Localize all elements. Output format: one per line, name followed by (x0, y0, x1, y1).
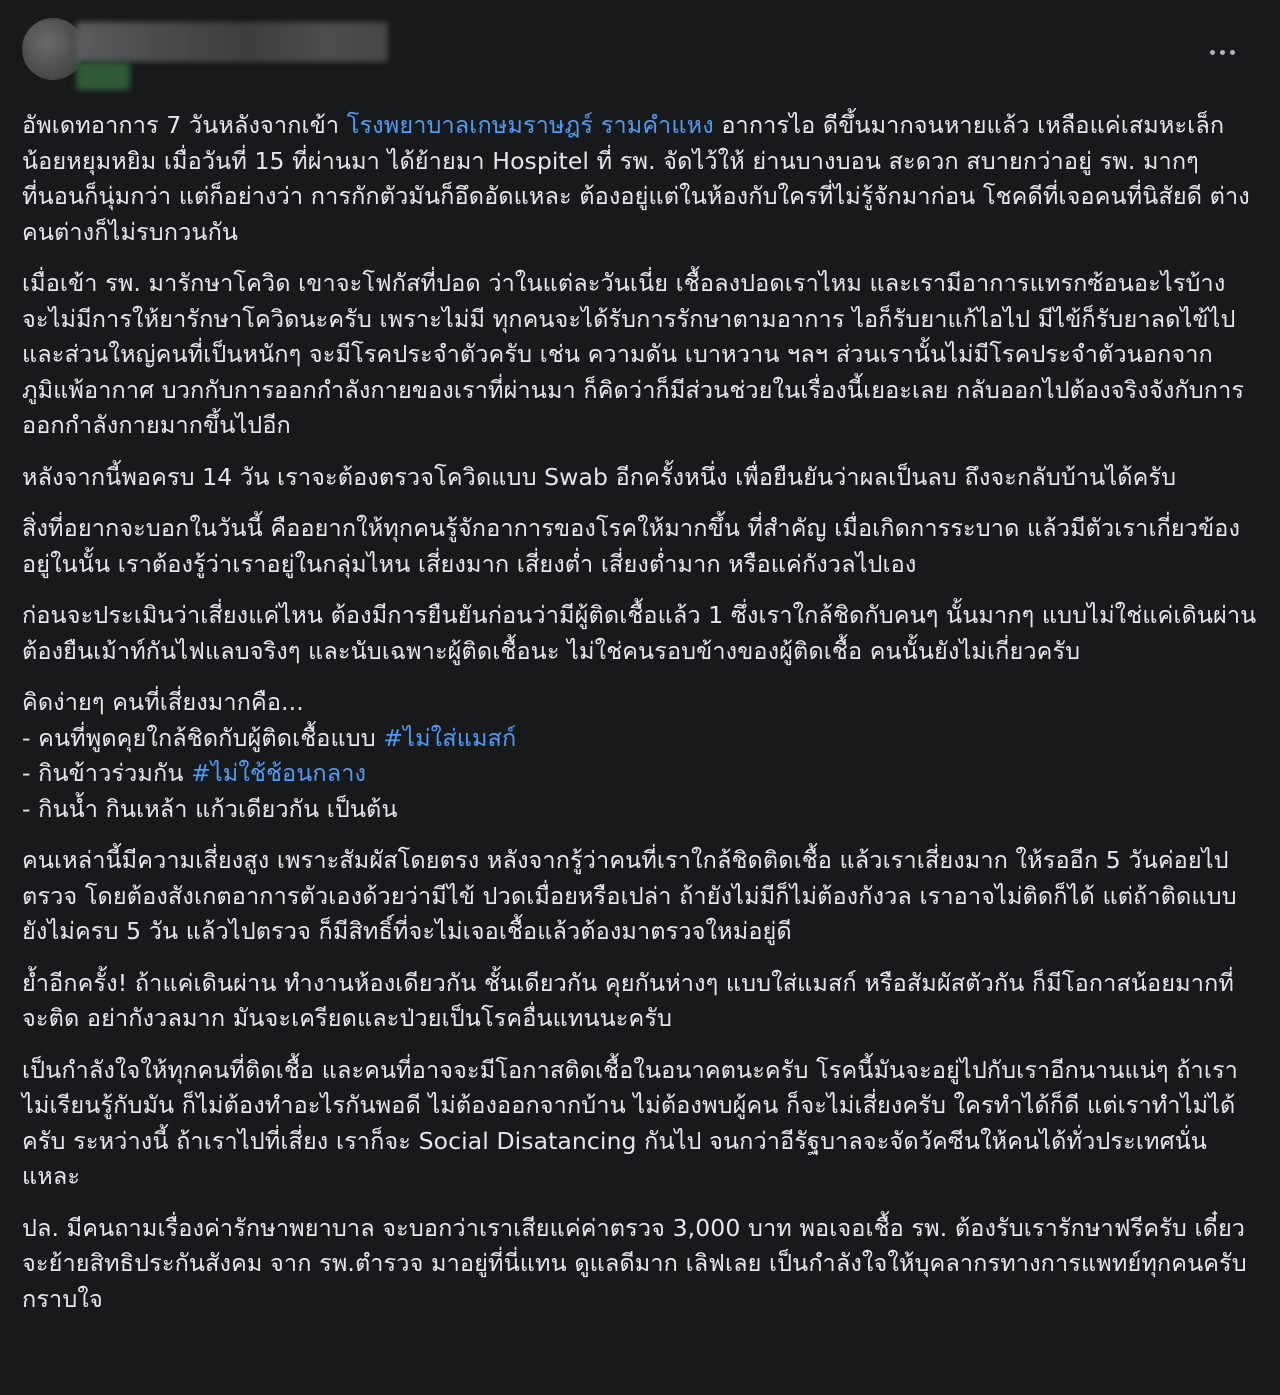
post-meta-redacted (76, 62, 130, 90)
post-paragraph-3: หลังจากนี้พอครบ 14 วัน เราจะต้องตรวจโควิดแบบ Swab อีกครั้งหนึ่ง เพื่อยืนยันว่าผลเป็นลบ ถึงจะกลับบ้านได้ครับ (22, 462, 1177, 491)
author-name-redacted[interactable] (76, 22, 388, 62)
author-avatar[interactable] (22, 18, 84, 80)
post-paragraph-1 (22, 108, 1258, 250)
post-body (22, 108, 1258, 1333)
post-options-button[interactable] (1200, 34, 1244, 70)
paragraph-text: อาการไอ ดีขึ้นมากจนหายแล้ว เหลือแค่เสมหะเล็กน้อยหยุมหยิม เมื่อวันที่ 15 ที่ผ่านมา ได้ย้ายมา Hospitel ที่ รพ. จัดไว้ให้ ย่านบางบอน สะดวก สบายกว่าอยู่ รพ. มากๆ ที่นอนก็นุ่มกว่า แต่ก็อย่างว่า การกักตัวมันก็อึดอัดแหละ ต้องอยู่แต่ในห้องกับใครที่ไม่รู้จักมาก่อน โชคดีที่เจอคนที่นิสัยดี ต่างคนต่างก็ไม่รบกวนกัน (22, 111, 1250, 246)
hashtag-no-mask[interactable]: #ไม่ใส่แมสก์ (383, 723, 517, 752)
post-paragraph-10: ปล. มีคนถามเรื่องค่ารักษาพยาบาล จะบอกว่าเราเสียแค่ค่าตรวจ 3,000 บาท พอเจอเชื้อ รพ. ต้องรับเรารักษาฟรีครับ เดี๋ยวจะย้ายสิทธิประกันสังคม จาก รพ.ตำรวจ มาอยู่ที่นี่แทน ดูแลดีมาก เลิฟเลย เป็นกำลังใจให้บุคลากรทางการแพทย์ทุกคนครับ กราบใจ (22, 1213, 1247, 1313)
risk-item-2: - กินข้าวร่วมกัน (22, 759, 192, 787)
post-paragraph-8: ย้ำอีกครั้ง! ถ้าแค่เดินผ่าน ทำงานห้องเดียวกัน ชั้นเดียวกัน คุยกันห่างๆ แบบใส่แมสก์ หรือสัมผัสตัวกัน ก็มีโอกาสน้อยมากที่จะติด อย่ากังวลมาก มันจะเครียดและป่วยเป็นโรคอื่นแทนนะครับ (22, 968, 1234, 1032)
hospital-link[interactable]: โรงพยาบาลเกษมราษฎร์ รามคำแหง (346, 111, 714, 139)
post-paragraph-7: คนเหล่านี้มีความเสี่ยงสูง เพราะสัมผัสโดยตรง หลังจากรู้ว่าคนที่เราใกล้ชิดติดเชื้อ แล้วเราเสี่ยงมาก ให้รออีก 5 วันค่อยไปตรวจ โดยต้องสังเกตอาการตัวเองด้วยว่ามีไข้ ปวดเมื่อยหรือเปล่า ถ้ายังไม่มีก็ไม่ต้องกังวล เราอาจไม่ติดก็ได้ แต่ถ้าติดแบบยังไม่ครบ 5 วัน แล้วไปตรวจ ก็มีสิทธิ์ที่จะไม่เจอเชื้อแล้วต้องมาตรวจใหม่อยู่ดี (22, 846, 1237, 945)
risk-item-3: - กินน้ำ กินเหล้า แก้วเดียวกัน เป็นต้น (22, 794, 398, 823)
risk-list-intro: คิดง่ายๆ คนที่เสี่ยงมากคือ... (22, 688, 304, 716)
post-paragraph-2: เมื่อเข้า รพ. มารักษาโควิด เขาจะโฟกัสที่ปอด ว่าในแต่ละวันเนี่ย เชื้อลงปอดเราไหม และเรามีอาการแทรกซ้อนอะไรบ้าง จะไม่มีการให้ยารักษาโควิดนะครับ เพราะไม่มี ทุกคนจะได้รับการรักษาตามอาการ ไอก็รับยาแก้ไอไป มีไข้ก็รับยาลดไข้ไป และส่วนใหญ่คนที่เป็นหนักๆ จะมีโรคประจำตัวครับ เช่น ความดัน เบาหวาน ฯลฯ ส่วนเรานั้นไม่มีโรคประจำตัวนอกจากภูมิแพ้อากาศ บวกกับการออกกำลังกายของเราที่ผ่านมา ก็คิดว่าก็มีส่วนช่วยในเรื่องนี้เยอะเลย กลับออกไปต้องจริงจังกับการออกกำลังกายมากขึ้นไปอีก (22, 269, 1245, 439)
post-paragraph-4: สิ่งที่อยากจะบอกในวันนี้ คืออยากให้ทุกคนรู้จักอาการของโรคให้มากขึ้น ที่สำคัญ เมื่อเกิดการระบาด แล้วมีตัวเราเกี่ยวข้องอยู่ในนั้น เราต้องรู้ว่าเราอยู่ในกลุ่มไหน เสี่ยงมาก เสี่ยงต่ำ เสี่ยงต่ำมาก หรือแค่กังวลไปเอง (22, 514, 1241, 578)
post-header (0, 0, 1280, 100)
paragraph-text: อัพเดทอาการ 7 วันหลังจากเข้า (22, 111, 347, 139)
post-paragraph-9: เป็นกำลังใจให้ทุกคนที่ติดเชื้อ และคนที่อาจจะมีโอกาสติดเชื้อในอนาคตนะครับ โรคนี้มันจะอยู่ไปกับเราอีกนานแน่ๆ ถ้าเราไม่เรียนรู้กับมัน ก็ไม่ต้องทำอะไรกันพอดี ไม่ต้องออกจากบ้าน ไม่ต้องพบผู้คน ก็จะไม่เสี่ยงครับ ใครทำได้ก็ดี แต่เราทำไม่ได้ครับ ระหว่างนี้ ถ้าเราไปที่เสี่ยง เราก็จะ Social Disatancing กันไป จนกว่าอีรัฐบาลจะจัดวัคซีนให้คนได้ทั่วประเทศนั่นแหละ (22, 1055, 1238, 1190)
risk-item-1: - คนที่พูดคุยใกล้ชิดกับผู้ติดเชื้อแบบ (22, 723, 384, 752)
post-paragraph-5: ก่อนจะประเมินว่าเสี่ยงแค่ไหน ต้องมีการยืนยันก่อนว่ามีผู้ติดเชื้อแล้ว 1 ซึ่งเราใกล้ชิดกับคนๆ นั้นมากๆ แบบไม่ใช่แค่เดินผ่าน ต้องยืนเม้าท์กันไฟแลบจริงๆ และนับเฉพาะผู้ติดเชื้อนะ ไม่ใช่คนรอบข้างของผู้ติดเชื้อ คนนั้นยังไม่เกี่ยวครับ (22, 601, 1257, 665)
hashtag-no-serving-spoon[interactable]: #ไม่ใช้ช้อนกลาง (191, 759, 367, 787)
more-horizontal-icon (1210, 50, 1235, 55)
post-paragraph-6 (22, 685, 1258, 827)
